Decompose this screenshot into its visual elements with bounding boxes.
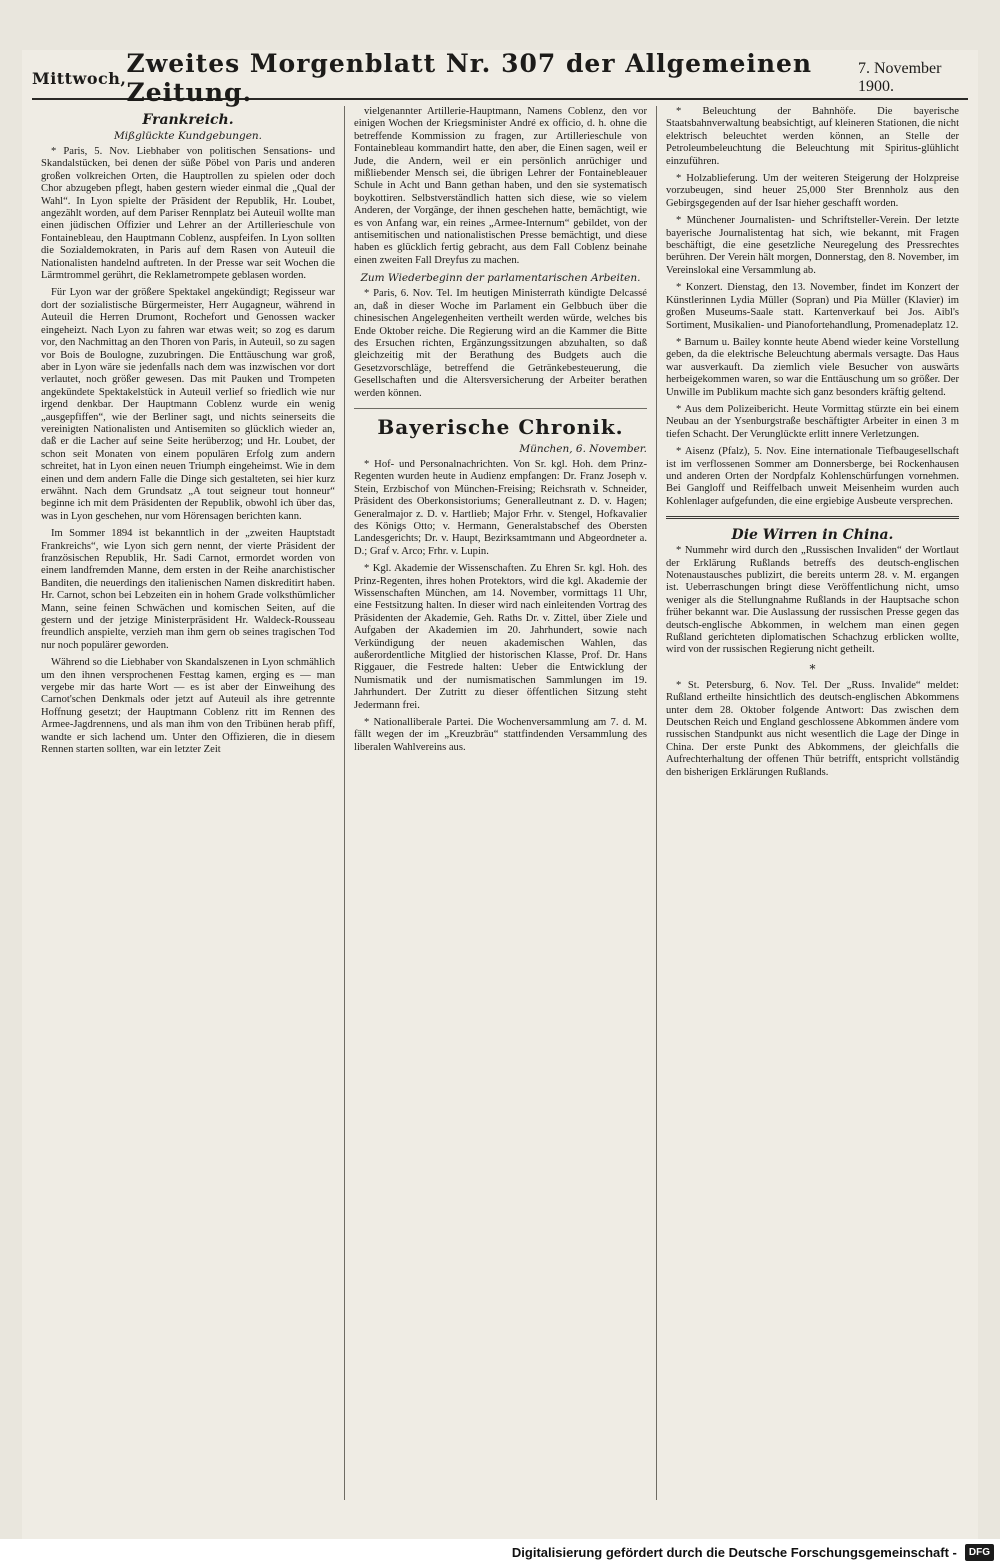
column-2: [344, 106, 656, 1500]
section-title-frankreich: Frankreich.: [142, 112, 234, 128]
masthead-date: 7. November 1900.: [857, 60, 942, 95]
article-paragraph: Für Lyon war der größere Spektakel angekündigt; Regisseur war dort der sozialistische Bürgermeister, Herr Augagneur, während in Auteuil die Herren Drumont, Rochefort und Genossen wacker eingeheizt. Nach Lyon zu fahren war etwas weit; so zog es darum vor, den Nachmittag an den Thoren von Paris, in Auteuil, so zu sagen vor Bois de Boulogne, zuzubringen. Die Enttäuschung war groß, aber in Lyon wäre sie jedenfalls nach dem was inzwischen vor dort verlautet, noch größer gewesen. Das mit Pauken und Trompeten angekündete Spektakelstück in Auteuil verlief so friedlich wie nur irgend denkbar. Der Hauptmann Coblenz wurde ein wenig „ausgepfiffen“, wie der Berliner sagt, und nichts seinerseits die vereinigten Nationalisten und Antisemiten so glücklich wieder an, daß er die Lacher auf seine Seite herüberzog; und Hr. Loubet, der schon seit Monaten von einem populären Erfolg zum andern schreitet, hat in Lyon einen neuen Triumph eingeheimst. Wie in dem einen und dem andern Falle die Dinge sich gestalteten, sei hier kurz erwähnt. Nach dem Grundsatz „A tout seigneur tout honneur“ beginne ich mit dem Präsidenten der Republik, obwohl ich über das, was in Lyon geschehen, nur vom Hörensagen berichten kann.: [41, 287, 335, 522]
article-paragraph: * Barnum u. Bailey konnte heute Abend wieder keine Vorstellung geben, da die elektrische Beleuchtung abermals versagte. Das Haus war ausverkauft. Da ziemlich viele Besucher von auswärts herbeigekommen waren, so war die Enttäuschung um so größer. Der Unwille im Publikum machte sich ganz besonders kräftig geltend.: [666, 336, 959, 398]
column-3: [656, 106, 968, 1500]
article-paragraph: * Hof- und Personalnachrichten. Von Sr. kgl. Hoh. dem Prinz-Regenten wurden heute in Audienz empfangen: Dr. Franz Joseph v. Stein, Erzbischof von München-Freising; Reichsrath v. Schneider, Präsident des Oberkonsistoriums; Generalleutnant z. D. v. Hagen; Generalmajor z. D. v. Hartlieb; Major Frhr. v. Stengel, Hofkavalier des Königs Otto; v. Hermann, Generalstabschef des Obersten Landesgerichts; Dr. v. Haupt, Bezirksamtmann und Abgeordneter a. D.; Graf v. Arco; Frhr. v. Lupin.: [354, 458, 647, 557]
masthead-title: Zweites Morgenblatt Nr. 307 der Allgemeinen Zeitung.: [126, 49, 813, 107]
article-paragraph: * Münchener Journalisten- und Schriftsteller-Verein. Der letzte bayerische Journalistentag hat sich, wie bekannt, mit Fragen beschäftigt, die eine gesetzliche Neuregelung des Pressrechtes berühren. Der Verein hält morgen, Donnerstag, den 8. November, im Vereinslokal eine Versammlung ab.: [666, 215, 959, 276]
asterisk-separator: *: [809, 661, 816, 676]
article-paragraph: * Paris, 5. Nov. Liebhaber von politischen Sensations- und Skandalstücken, bei denen der süße Pöbel von Paris und anderen großen volkreichen Orten, die Hauptrollen zu spielen oder doch Chor abzugeben pflegt, haben gestern wieder einmal die „Qual der Wahl“. In Lyon spielte der Präsident der Republik, Hr. Loubet, angezählt worden, auf dem Pariser Rennplatz bei Auteuil wollte man einen jüdischen Offizier und Lehrer an der Artillerieschule von Fontainebleau, den Hauptmann Coblenz, auspfeifen. In Lyon sollten die Sozialdemokraten, in Paris auf dem Rasen von Auteuil die Nationalisten handelnd auftreten. In der Presse war seit Wochen die Lärmtrommel gerührt, die Reklametrompete geblasen worden.: [41, 146, 335, 282]
section-subtitle: Mißglückte Kundgebungen.: [113, 130, 263, 142]
article-paragraph: * Beleuchtung der Bahnhöfe. Die bayerische Staatsbahnverwaltung beabsichtigt, auf kleineren Stationen, die nicht elektrisch beleuchtet werden können, an Stelle der Petroleumbeleuchtung die Beleuchtung mit Spiritus-glühlicht einzuführen.: [666, 106, 960, 167]
article-paragraph: * Nationalliberale Partei. Die Wochenversammlung am 7. d. M. fällt wegen der im „Kreuzbräu“ stattfindenden Versammlung des liberalen Wahlvereins aus.: [354, 717, 647, 753]
newspaper-page: [22, 50, 978, 1540]
article-paragraph: * St. Petersburg, 6. Nov. Tel. Der „Russ. Invalide“ meldet: Rußland ertheilte hinsichtlich des deutsch-englischen Abkommens unter dem 28. Oktober folgende Antwort: Das zwischen dem Deutschen Reich und England geschlossene Abkommen ändere vom russischen Standpunkt aus nicht wesentlich die Lage der Dinge in China. Der erste Punkt des Abkommens, der gleichfalls die Aufrechterhaltung der offenen Thür betrifft, entspricht vollständig den bisherigen Erklärungen Rußlands.: [666, 679, 959, 778]
article-columns: [32, 106, 968, 1500]
section-title-bayerische-chronik: Bayerische Chronik.: [354, 408, 647, 439]
article-paragraph: * Holzablieferung. Um der weiteren Steigerung der Holzpreise vorzubeugen, sind heuer 25,000 Ster Brennholz aus den Gebirgsgegenden auf der Isar hieher geschafft worden.: [666, 173, 959, 209]
article-paragraph: vielgenannter Artillerie-Hauptmann, Namens Coblenz, den vor einigen Wochen der Kriegsminister André ex officio, d. h. ohne die betreffende Kommission zu fragen, zur Artillerieschule von Fontainebleau kommandirt hatte, den aber, die Einen sagen, weil er Jude, die Andern, weil er ein persönlich anrüchiger und mißliebender Mensch sei, die übrigen Lehrer der Fontainebleauer Schule in Acht und Bann gethan haben, und den sie systematisch boykottiren. Selbstverständlich hatten sich diese, wie so vielem Anderen, der Vorgänge, der ihnen geschehen hatte, bemächtigt, wie es von Anfang war, ein reines „Armee-Internum“ gebildet, von der antisemitischen und nationalistischen Presse bemächtigt, und diese haben es glücklich fertig gebracht, aus dem Fall Coblenz beinahe einen zweiten Fall Dreyfus zu machen.: [354, 106, 647, 266]
article-paragraph: * Aus dem Polizeibericht. Heute Vormittag stürzte ein bei einem Neubau an der Ysenburgstraße beschäftigter Arbeiter in einen 3 m tiefen Schacht. Der Verunglückte erlitt innere Verletzungen.: [666, 403, 959, 440]
column-1: [32, 106, 344, 1500]
section-divider: [666, 516, 959, 519]
article-paragraph: * Nummehr wird durch den „Russischen Invaliden“ der Wortlaut der Erklärung Rußlands betreffs des deutsch-englischen Notenaustausches publizirt, die bereits unterm 28. v. M. ergangen ist. Ueberraschungen bringt diese Veröffentlichung nicht, umso weniger als die Stellungnahme Rußlands in der Hauptsache schon früher bekannt war. Die Auslassung der russischen Presse gegen das deutsch-englische Abkommen, in welchem man einen gegen Rußland gerichteten diplomatischen Schachzug erblicken wollte, wird von der russischen Regierung nicht getheilt.: [666, 545, 959, 656]
dfg-logo-icon: DFG: [965, 1544, 994, 1561]
dateline: München, 6. November.: [519, 442, 647, 455]
footer-credit: Digitalisierung gefördert durch die Deutsche Forschungsgemeinschaft -: [511, 1544, 957, 1560]
subheading-parliament: Zum Wiederbeginn der parlamentarischen Arbeiten.: [360, 272, 641, 285]
section-title-china: Die Wirren in China.: [731, 527, 894, 544]
masthead-day: Mittwoch,: [32, 68, 127, 88]
article-paragraph: * Paris, 6. Nov. Tel. Im heutigen Ministerrath kündigte Delcassé an, daß in dieser Woche im Parlament ein Gelbbuch über die chinesischen Angelegenheiten vertheilt werden würde, welches bis Ende Oktober reiche. Die Regierung wird an die Kammer die Bitte des Ersuchen richten, Ergänzungssitzungen abzuhalten, so daß gleichzeitig mit der Berathung des Budgets auch die Gesetzvorschläge, betreffend die Getränkebesteuerung, die Gesellschaften und die Altersversicherung der Arbeiter berathen werden können.: [354, 288, 647, 399]
digitization-footer: [0, 1539, 1000, 1565]
article-paragraph: Im Sommer 1894 ist bekanntlich in der „zweiten Hauptstadt Frankreichs“, wie Lyon sich gern nennt, der vierte Präsident der französischen Republik, Hr. Sadi Carnot, ermordet worden von einem landfremden Manne, dem ersten in der Reihe anarchistischer Banditen, die neuerdings den italienischen Namen diskreditirt haben. Hr. Carnot, schon bei Lebzeiten ein in hohem Grade volksthümlicher Mann, seine feinen Schwächen und komischen Seiten, auf die gestern und der jetzige Ministerpräsident Hr. Waldeck-Rousseau freundlich anspielte, verzieh man ihm gern ob seines tragischen Tod nur noch populärer geworden.: [41, 528, 335, 651]
article-paragraph: Während so die Liebhaber von Skandalszenen in Lyon schmählich um den ihnen versprochenen Festtag kamen, erging es — man vergebe mir das harte Wort — es ist aber der Einweihung des Carnot'schen Denkmals oder jetzt auf Auteuil als ihre getrennte Hoffnung gesetzt; der Hauptmann Coblenz ritt im Rennen des Armee-Jagdrennens, und als man ihm von den Tribünen herab pfiff, wandte er sich lachend um. Unter den Offizieren, die in diesem Rennen starten sollten, war ein letzter Zeit: [41, 657, 335, 756]
masthead: [32, 49, 968, 107]
article-paragraph: * Kgl. Akademie der Wissenschaften. Zu Ehren Sr. kgl. Hoh. des Prinz-Regenten, ihres hohen Protektors, wird die kgl. Akademie der Wissenschaften München, am 14. November, vormittags 11 Uhr, eine Festsitzung halten. In dieser wird nach einleitenden Vortrag des Präsidenten der Akademie, Geh. Raths Dr. v. Zittel, über Ziele und Aufgaben der Akademien im 20. Jahrhundert, sowie nach Verkündigung der neuen akademischen Wahlen, das außerordentliche Mitglied der historischen Klasse, Prof. Dr. Hans Riggauer, die Festrede halten: Ueber die Entwicklung der Numismatik und der numismatischen Sammlungen im 19. Jahrhundert. Der Zutritt zu dieser öffentlichen Sitzung steht Jedermann frei.: [354, 563, 647, 711]
article-paragraph: * Aisenz (Pfalz), 5. Nov. Eine internationale Tiefbaugesellschaft ist im verflossenen Sommer am Donnersberge, bei Rockenhausen und anderen Orten der Nordpfalz Kohlenschürfungen vornehmen. Bei Gangloff und Reiffelbach unweit Meisenheim wurden auch Kohlenlager aufgefunden, die eine ergiebige Ausbeute versprechen.: [666, 446, 959, 507]
article-paragraph: * Konzert. Dienstag, den 13. November, findet im Konzert der Künstlerinnen Lydia Müller (Sopran) und Pia Müller (Klavier) im großen Museums-Saale statt. Kartenverkauf bei Jos. Aibl's Sortiment, Musikalien- und Pianofortehandlung, Promenadeplatz 12.: [666, 282, 959, 331]
